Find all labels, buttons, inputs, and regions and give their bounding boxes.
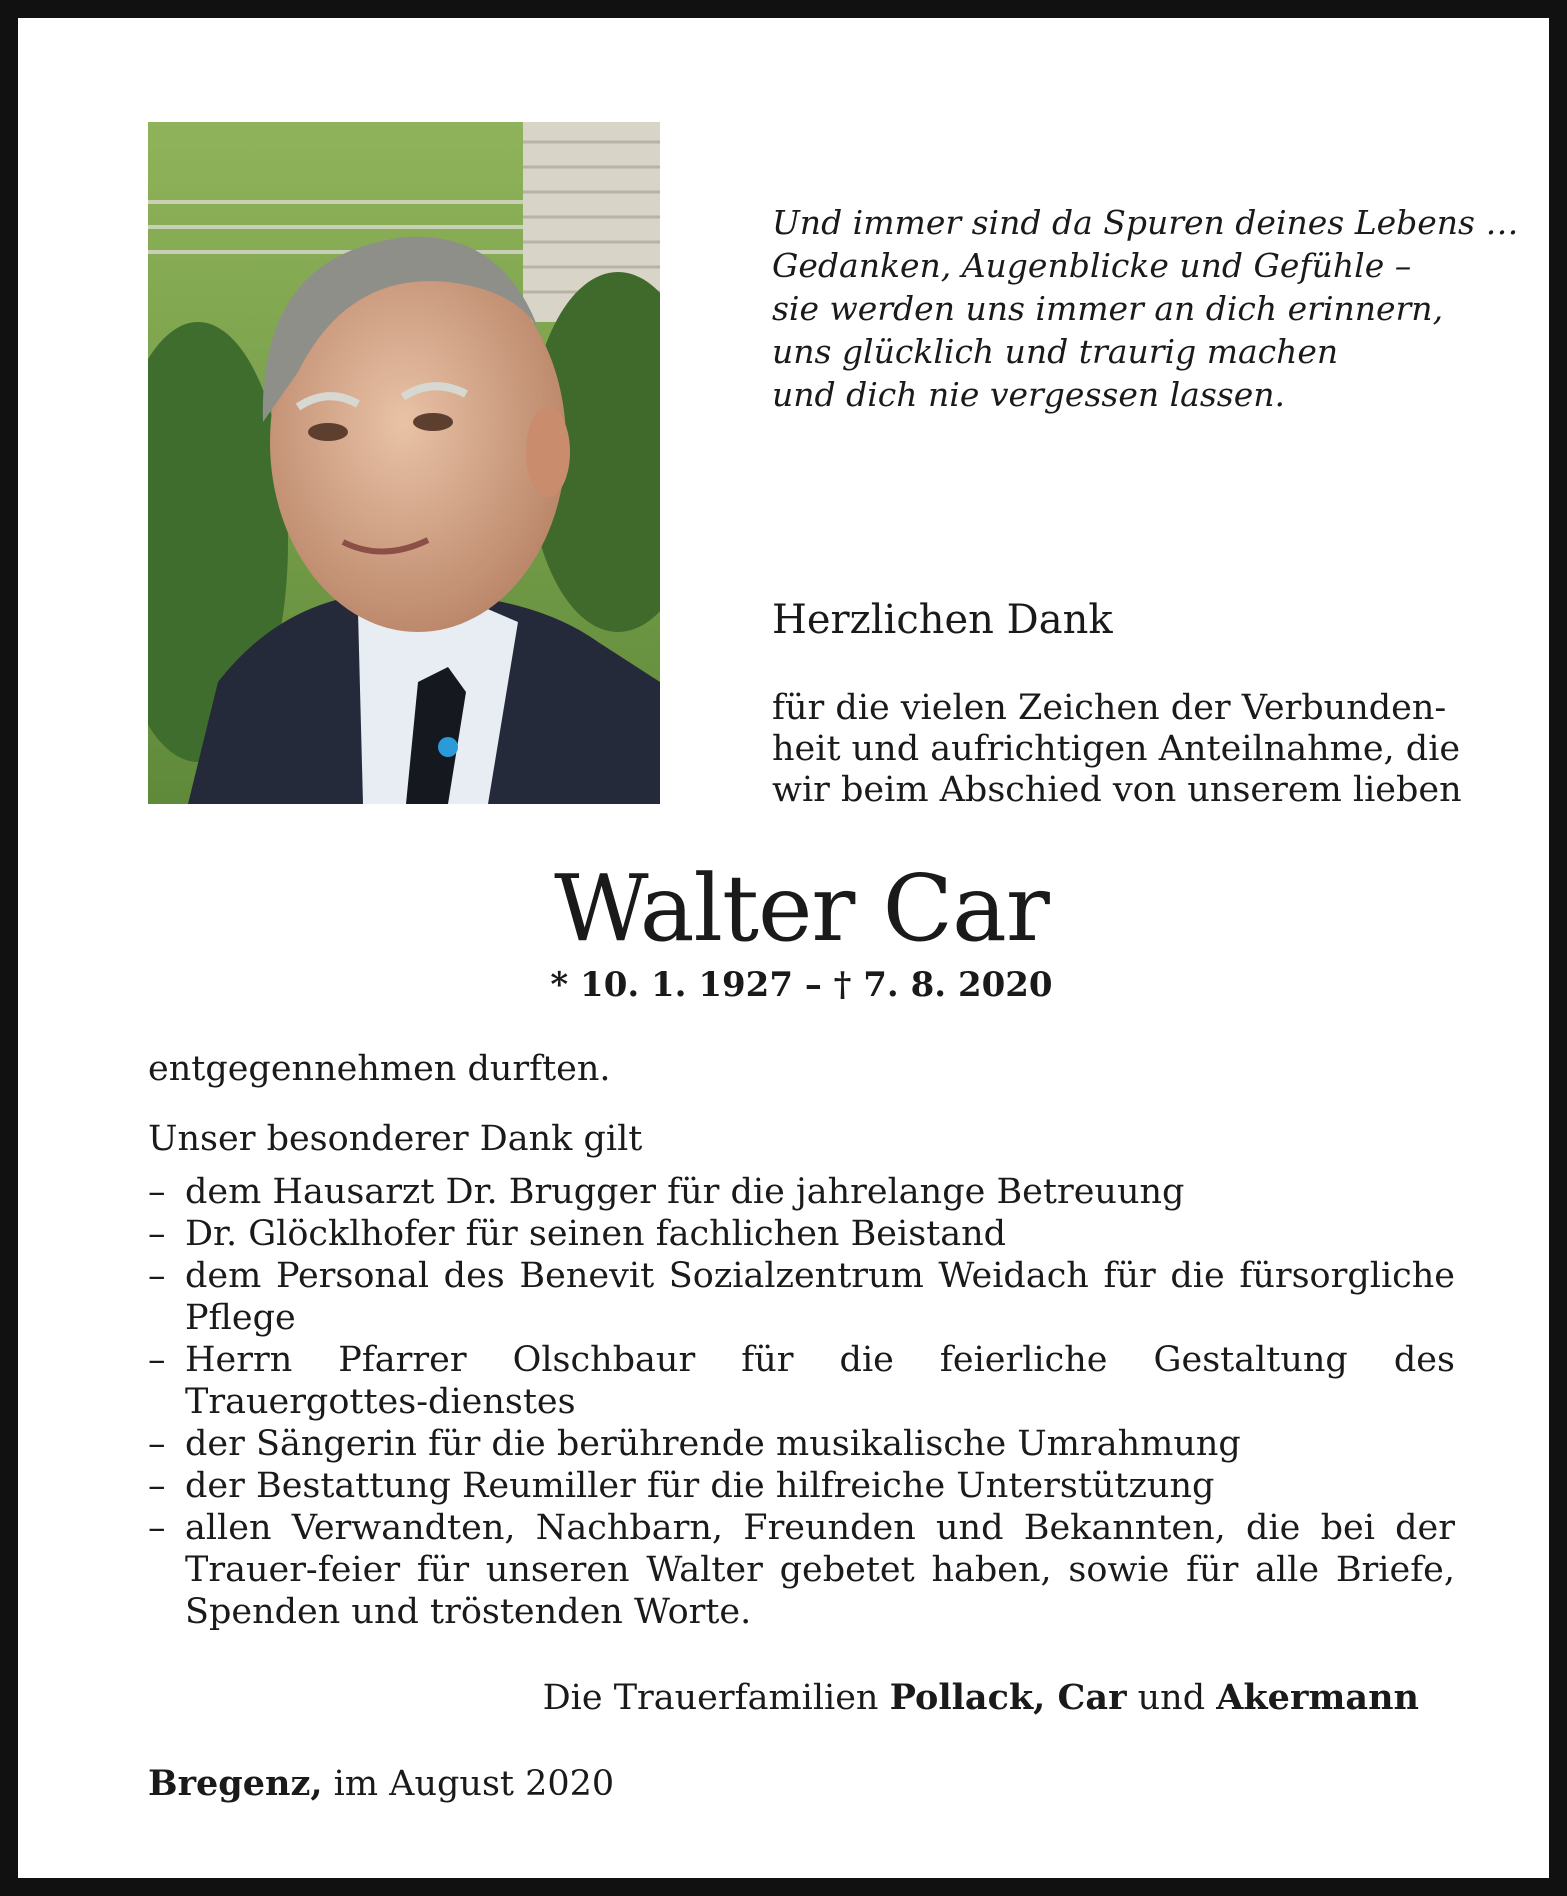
place-date (148, 1762, 614, 1806)
signature-family-1: Pollack, Car (889, 1677, 1127, 1718)
list-item-text: allen Verwandten, Nachbarn, Freunden und Bekannten, die bei der Trauer-feier für unseren Walter gebetet haben, sowie für alle Briefe, Spenden und tröstenden Worte. (185, 1508, 1455, 1632)
life-dates: * 10. 1. 1927 – † 7. 8. 2020 (550, 965, 1053, 1005)
list-item (148, 1255, 1455, 1339)
intro-text (772, 688, 1462, 811)
thanks-heading: Herzlichen Dank (772, 597, 1113, 643)
intro-continuation: entgegennehmen durften. (148, 1049, 611, 1089)
list-item-text: dem Hausarzt Dr. Brugger für die jahrelange Betreuung (185, 1172, 1185, 1212)
dash-bullet: – (148, 1424, 166, 1464)
list-item-text: Dr. Glöcklhofer für seinen fachlichen Beistand (185, 1214, 1007, 1254)
signature-connector: und (1126, 1678, 1217, 1718)
portrait-image (148, 122, 660, 804)
dash-bullet: – (148, 1172, 166, 1212)
list-item-text: der Bestattung Reumiller für die hilfreiche Unterstützung (185, 1466, 1215, 1506)
verse-line: uns glücklich und traurig machen (772, 332, 1339, 371)
thanks-list (148, 1171, 1455, 1633)
dash-bullet: – (148, 1256, 166, 1296)
family-signature (543, 1676, 1419, 1720)
intro-line: wir beim Abschied von unserem lieben (772, 770, 1462, 810)
place-date-text: im August 2020 (322, 1764, 615, 1804)
deceased-name: Walter Car (554, 855, 1049, 962)
portrait-photo (148, 122, 660, 804)
intro-line: heit und aufrichtigen Anteilnahme, die (772, 729, 1461, 769)
verse-line: sie werden uns immer an dich erinnern, (772, 289, 1444, 328)
list-item (148, 1339, 1455, 1423)
place-city: Bregenz, (148, 1763, 323, 1804)
dash-bullet: – (148, 1214, 166, 1254)
verse-line: und dich nie vergessen lassen. (772, 375, 1285, 414)
list-item-text: Herrn Pfarrer Olschbaur für die feierliche Gestaltung des Trauergottes-dienstes (185, 1340, 1455, 1422)
dash-bullet: – (148, 1466, 166, 1506)
list-item (148, 1507, 1455, 1633)
list-item (148, 1423, 1455, 1465)
dash-bullet: – (148, 1508, 166, 1548)
signature-family-2: Akermann (1216, 1677, 1419, 1718)
verse-line: Und immer sind da Spuren deines Lebens … (772, 203, 1519, 242)
list-item (148, 1171, 1455, 1213)
verse-line: Gedanken, Augenblicke und Gefühle – (772, 246, 1412, 285)
intro-line: für die vielen Zeichen der Verbunden- (772, 688, 1447, 728)
list-item (148, 1213, 1455, 1255)
signature-prefix: Die Trauerfamilien (542, 1678, 890, 1718)
list-item-text: der Sängerin für die berührende musikalische Umrahmung (185, 1424, 1241, 1464)
dash-bullet: – (148, 1340, 166, 1380)
list-item (148, 1465, 1455, 1507)
list-item-text: dem Personal des Benevit Sozialzentrum Weidach für die fürsorgliche Pflege (185, 1256, 1455, 1338)
special-thanks-heading: Unser besonderer Dank gilt (148, 1119, 643, 1159)
verse (772, 201, 1519, 416)
